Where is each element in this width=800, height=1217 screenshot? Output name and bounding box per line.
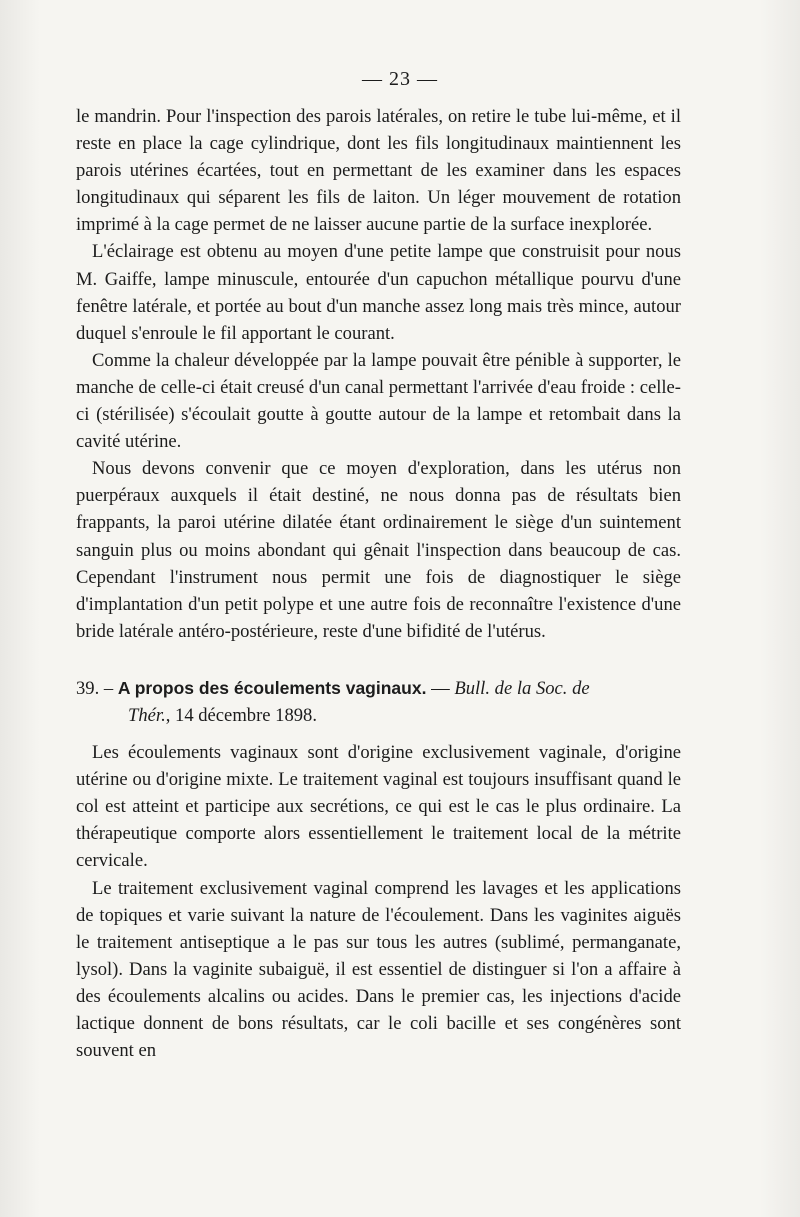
- paragraph: Les écoulements vaginaux sont d'origine exclusivement vaginale, d'origine utérine ou d'origine mixte. Le traitement vaginal est toujours insuffisant quand le col est atteint et participe aux secrétions, ce qui est le cas le plus ordinaire. La thérapeutique comporte alors essentiellement le traitement local de la métrite cervicale.: [76, 742, 681, 872]
- body-text: [76, 103, 681, 1064]
- paragraph: Le traitement exclusivement vaginal comprend les lavages et les applications de topiques et varie suivant la nature de l'écoulement. Dans les vaginites aiguës le traitement antiseptique a le pas sur tous les autres (sublimé, permanganate, lysol). Dans la vaginite subaiguë, il est essentiel de distinguer si l'on a affaire à des écoulements alcalins ou acides. Dans le premier cas, les injections d'acide lactique donnent de bons résultats, car le coli bacille et ses congénères sont souvent en: [76, 877, 681, 1062]
- section-number: 39. –: [76, 677, 114, 699]
- section-source: Bull. de la Soc. de: [454, 677, 590, 699]
- section-dash: —: [431, 677, 450, 699]
- spacer: [76, 645, 681, 675]
- paragraph: L'éclairage est obtenu au moyen d'une petite lampe que construisit pour nous M. Gaiffe, lampe minuscule, entourée d'un capuchon métallique pourvu d'une fenêtre latérale, et portée au bout d'un manche assez long mais très mince, autour duquel s'enroule le fil apportant le courant.: [76, 241, 681, 344]
- paragraph: Comme la chaleur développée par la lampe pouvait être pénible à supporter, le manche de celle-ci était creusé d'un canal permettant l'arrivée d'eau froide : celle-ci (stérilisée) s'écoulait goutte à goutte autour de la lampe et retombait dans la cavité utérine.: [76, 349, 681, 453]
- section-date: , 14 décembre 1898.: [165, 704, 318, 726]
- section-source-continuation: [76, 702, 681, 729]
- paragraph: Nous devons convenir que ce moyen d'exploration, dans les utérus non puerpéraux auxquels il était destiné, ne nous donna pas de résultats bien frappants, la paroi utérine dilatée étant ordinairement le siège d'un suintement sanguin plus ou moins abondant qui gênait l'inspection dans beaucoup de cas. Cependant l'instrument nous permit une fois de diagnostiquer le siège d'implantation d'un petit polype et une autre fois de reconnaître l'existence d'une bride latérale antéro-postérieure, reste d'une bifidité de l'utérus.: [76, 458, 681, 642]
- section-title: A propos des écoulements vaginaux.: [117, 677, 427, 698]
- page-number: — 23 —: [362, 68, 438, 90]
- spacer: [76, 729, 681, 739]
- section-heading: [76, 675, 681, 729]
- paragraph: le mandrin. Pour l'inspection des parois latérales, on retire le tube lui-même, et il reste en place la cage cylindrique, dont les fils longitudinaux maintiennent les parois utérines écartées, tout en permettant de les examiner dans les espaces longitudinaux qui séparent les fils de laiton. Un léger mouvement de rotation imprimé à la cage permet de ne laisser aucune partie de la surface inexplorée.: [76, 106, 681, 236]
- section-source-cont: Thér.: [128, 704, 166, 726]
